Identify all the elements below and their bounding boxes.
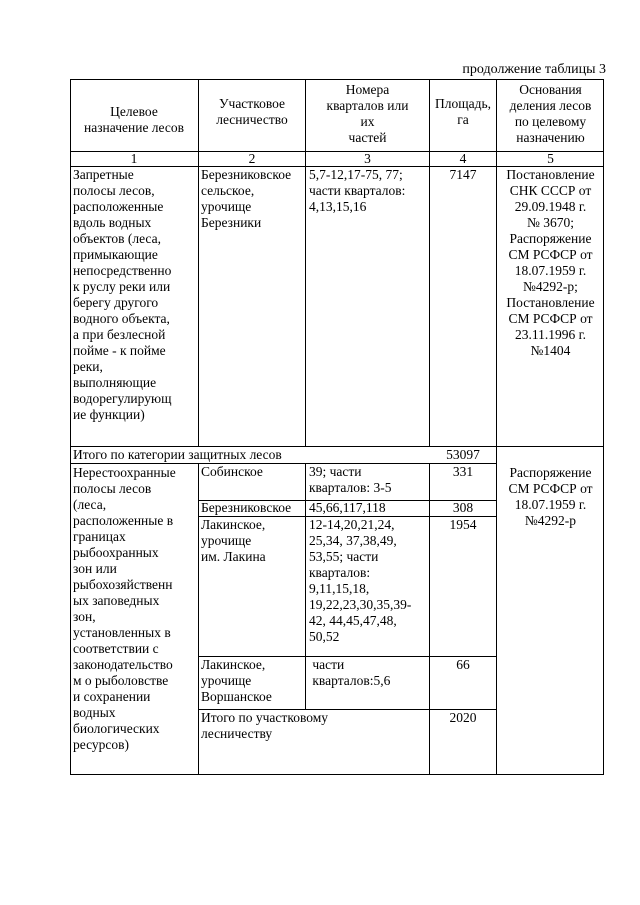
row2-basis: Распоряжение СМ РСФСР от 18.07.1959 г. №4292-р (508, 465, 593, 528)
row1-purpose: Запретные полосы лесов, расположенные вдоль водных объектов (леса, примыкающие непосредственно к руслу реки или берегу другого водного объекта, а при безлесной пойме - к пойме реки, выполняющие водорегулирующ ие функции) (73, 167, 172, 422)
table-continuation-caption: продолжение таблицы 3 (462, 62, 606, 77)
column-number-2: 2 (248, 151, 256, 166)
district-total-area: 2020 (449, 710, 477, 725)
sub1-area: 331 (452, 464, 474, 479)
column-number-3: 3 (364, 151, 371, 166)
row1-area: 7147 (449, 167, 477, 182)
sub3-area: 1954 (449, 517, 477, 532)
row1-basis: Постановление СНК СССР от 29.09.1948 г. № 3670; Распоряжение СМ РСФСР от 18.07.1959 г. №4292-р; Постановление СМ РСФСР от 23.11.1996 г. №1404 (506, 167, 595, 358)
sub4-area: 66 (456, 657, 470, 672)
sub2-quarters: 45,66,117,118 (309, 500, 386, 515)
district-total-label: Итого по участковому лесничеству (201, 710, 329, 741)
header-purpose: Целевое назначение лесов (83, 104, 184, 135)
header-area: Площадь, га (434, 96, 492, 127)
sub4-quarters: части кварталов:5,6 (312, 657, 391, 688)
column-number-5: 5 (547, 151, 554, 166)
column-number-4: 4 (459, 151, 467, 166)
sub4-district: Лакинское, урочище Воршанское (201, 657, 272, 704)
total-protective-area: 53097 (446, 447, 480, 462)
row1-district: Березниковское сельское, урочище Березники (201, 167, 292, 230)
header-basis: Основания деления лесов по целевому назначению (509, 82, 592, 145)
header-district: Участковое лесничество (216, 96, 288, 127)
sub3-district: Лакинское, урочище им. Лакина (201, 517, 266, 564)
sub2-district: Березниковское (201, 500, 292, 515)
sub2-area: 308 (452, 500, 474, 515)
column-number-1: 1 (130, 151, 138, 166)
sub1-quarters: 39; части кварталов: 3-5 (309, 464, 392, 495)
row2-purpose: Нерестоохранные полосы лесов (леса, расположенные в границах рыбоохранных зон или рыбохозяйственн ых заповедных зон, установленных в соответствии с законодательство м о рыболовстве и сохранении водных биологических ресурсов) (73, 465, 176, 752)
header-quarters: Номера кварталов или их частей (326, 82, 409, 145)
sub3-quarters: 12-14,20,21,24, 25,34, 37,38,49, 53,55; части кварталов: 9,11,15,18, 19,22,23,30,35,39- 42, 44,45,47,48, 50,52 (309, 517, 412, 644)
sub1-district: Собинское (201, 464, 263, 479)
total-protective-label: Итого по категории защитных лесов (73, 447, 282, 462)
forest-purpose-table (70, 79, 604, 775)
row1-quarters: 5,7-12,17-75, 77; части кварталов: 4,13,15,16 (309, 167, 406, 214)
